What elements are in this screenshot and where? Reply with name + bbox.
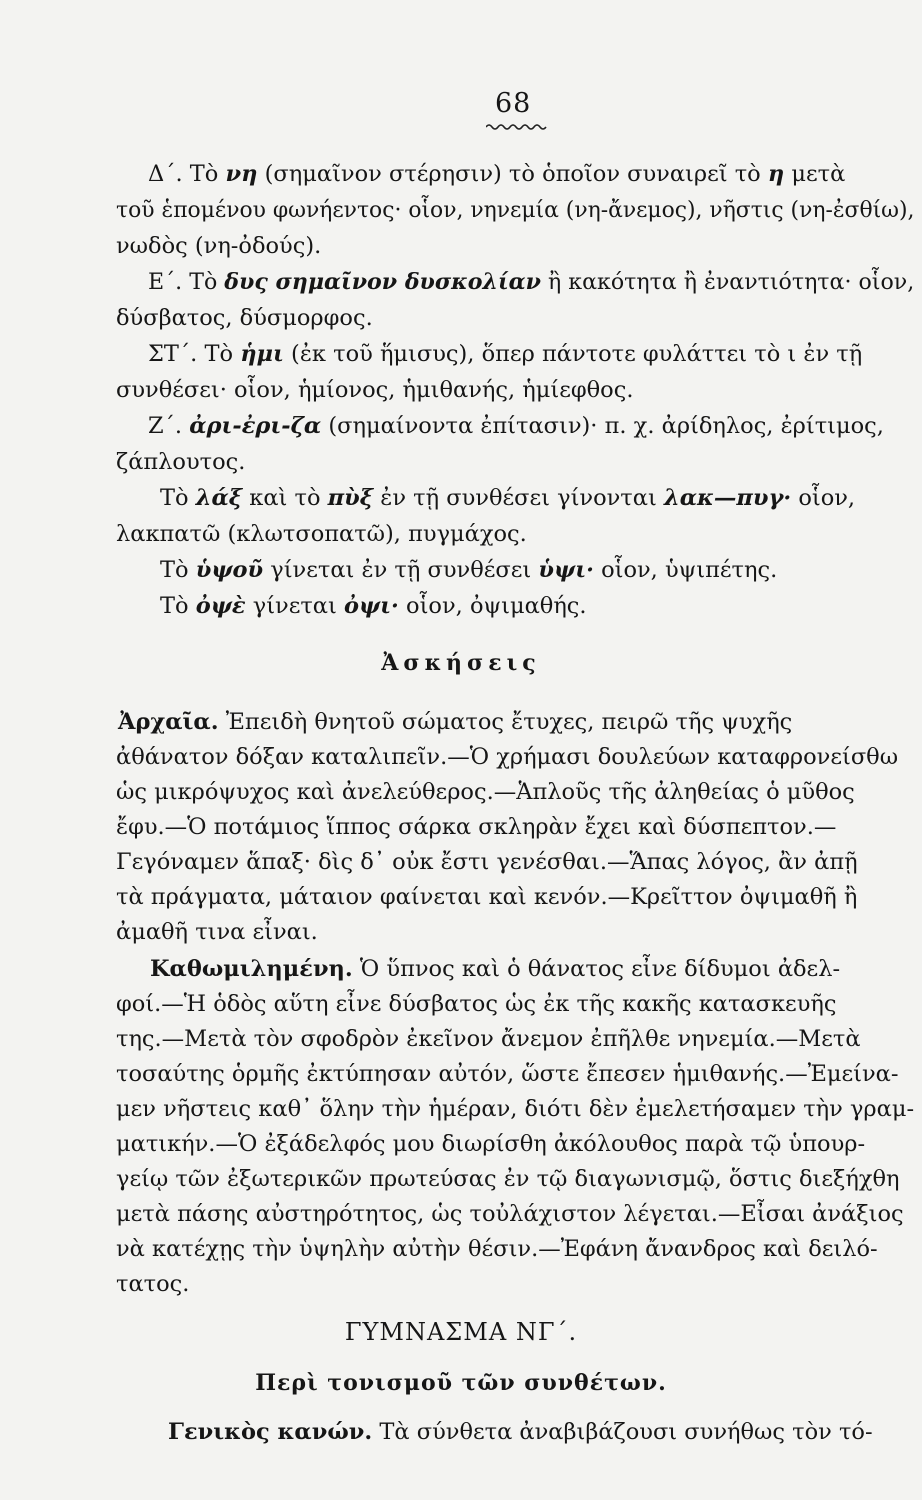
text-line: ζάπλουτος. (116, 449, 246, 475)
text-line: της.—Μετὰ τὸν σφοδρὸν ἐκεῖνον ἄνεμον ἐπῆλθε νηνεμία.—Μετὰ (116, 1026, 861, 1052)
text-line: τοῦ ἑπομένου φωνήεντος· οἷον, νηνεμία (νη-ἄνεμος), νῆστις (νη-ἐσθίω), (116, 197, 915, 223)
kathomilimeni-heading: Καθωμιλημένη. (150, 956, 353, 982)
text-line: ματικήν.—Ὁ ἐξάδελφός μου διωρίσθη ἀκόλουθος παρὰ τῷ ὑπουρ- (116, 1131, 866, 1157)
text-line: τατος. (116, 1271, 190, 1297)
section-title: Περὶ τονισμοῦ τῶν συνθέτων. (255, 1370, 667, 1396)
general-rule-line: Γενικὸς κανών. Τὰ σύνθετα ἀναβιβάζουσι συνήθως τὸν τό- (168, 1419, 873, 1445)
text-line: νωδὸς (νη-ὀδούς). (116, 233, 322, 259)
gymnasma-heading: ΓΥΜΝΑΣΜΑ ΝΓ΄. (344, 1318, 578, 1346)
page-number: 68 (495, 88, 532, 119)
text-line: τοσαύτης ὁρμῆς ἐκτύπησαν αὐτόν, ὥστε ἔπεσεν ἡμιθανής.—Ἐμείνα- (116, 1061, 899, 1087)
text-line: γείῳ τῶν ἐξωτερικῶν πρωτεύσας ἐν τῷ διαγωνισμῷ, ὅστις διεξήχθη (116, 1166, 900, 1192)
text-line: ὡς μικρόψυχος καὶ ἀνελεύθερος.—Ἁπλοῦς τῆς ἀληθείας ὁ μῦθος (116, 779, 855, 805)
rule-epsilon: Ε΄. Τὸ δυς σημαῖνον δυσκολίαν ἢ κακότητα ἢ ἐναντιότητα· οἷον, (148, 269, 915, 295)
text-line: συνθέσει· οἷον, ἡμίονος, ἡμιθανής, ἡμίεφθος. (116, 377, 634, 403)
text-line: ἀθάνατον δόξαν καταλιπεῖν.—Ὁ χρήμασι δουλεύων καταφρονείσθω (116, 744, 899, 770)
rule-lax-pyx: Τὸ λάξ καὶ τὸ πὺξ ἐν τῇ συνθέσει γίνονται λακ—πυγ· οἷον, (160, 485, 856, 511)
rule-zeta: Ζ΄. ἀρι-ἐρι-ζα (σημαίνοντα ἐπίτασιν)· π. χ. ἀρίδηλος, ἐρίτιμος, (148, 413, 884, 439)
text-line: μετὰ πάσης αὐστηρότητος, ὡς τοὐλάχιστον λέγεται.—Εἶσαι ἀνάξιος (116, 1201, 904, 1227)
text-line: ἔφυ.—Ὁ ποτάμιος ἵππος σάρκα σκληρὰν ἔχει καὶ δύσπεπτον.— (116, 814, 837, 840)
ornament-wavy-rule (486, 122, 548, 132)
text-line: Γεγόναμεν ἅπαξ· δὶς δ᾿ οὐκ ἔστι γενέσθαι.—Ἅπας λόγος, ἂν ἀπῇ (116, 849, 858, 875)
general-rule-heading: Γενικὸς κανών. (168, 1419, 373, 1445)
archaia-heading: Ἀρχαῖα. (118, 709, 219, 735)
rule-delta: Δ΄. Τὸ νη (σημαῖνον στέρησιν) τὸ ὁποῖον συναιρεῖ τὸ η μετὰ (148, 161, 846, 187)
text-line: νὰ κατέχῃς τὴν ὑψηλὴν αὐτὴν θέσιν.—Ἐφάνη ἄνανδρος καὶ δειλό- (116, 1236, 878, 1262)
text-line: τὰ πράγματα, μάταιον φαίνεται καὶ κενόν.—Κρεῖττον ὀψιμαθῆ ἢ (116, 884, 858, 910)
kath-first-line: Καθωμιλημένη. Ὁ ὕπνος καὶ ὁ θάνατος εἶνε δίδυμοι ἀδελ- (150, 956, 841, 982)
rule-stigma: ΣΤ΄. Τὸ ἡμι (ἐκ τοῦ ἥμισυς), ὅπερ πάντοτε φυλάττει τὸ ι ἐν τῇ (148, 341, 863, 367)
rule-opse: Τὸ ὀψὲ γίνεται ὀψι· οἷον, ὀψιμαθής. (160, 593, 587, 619)
archaia-first-line: Ἀρχαῖα. Ἐπειδὴ θνητοῦ σώματος ἔτυχες, πειρῶ τῆς ψυχῆς (118, 709, 793, 735)
text-line: ἀμαθῆ τινα εἶναι. (116, 919, 318, 945)
exercises-heading: Ἀσκήσεις (381, 650, 541, 676)
rule-hypsou: Τὸ ὑψοῦ γίνεται ἐν τῇ συνθέσει ὑψι· οἷον, ὑψιπέτης. (160, 557, 778, 583)
text-line: φοί.—Ἡ ὁδὸς αὕτη εἶνε δύσβατος ὡς ἐκ τῆς κακῆς κατασκευῆς (116, 991, 837, 1017)
text-line: μεν νῆστεις καθ᾿ ὅλην τὴν ἡμέραν, διότι δὲν ἐμελετήσαμεν τὴν γραμ- (116, 1096, 915, 1122)
text-line: λακπατῶ (κλωτσοπατῶ), πυγμάχος. (116, 521, 527, 547)
text-line: δύσβατος, δύσμορφος. (116, 305, 373, 331)
